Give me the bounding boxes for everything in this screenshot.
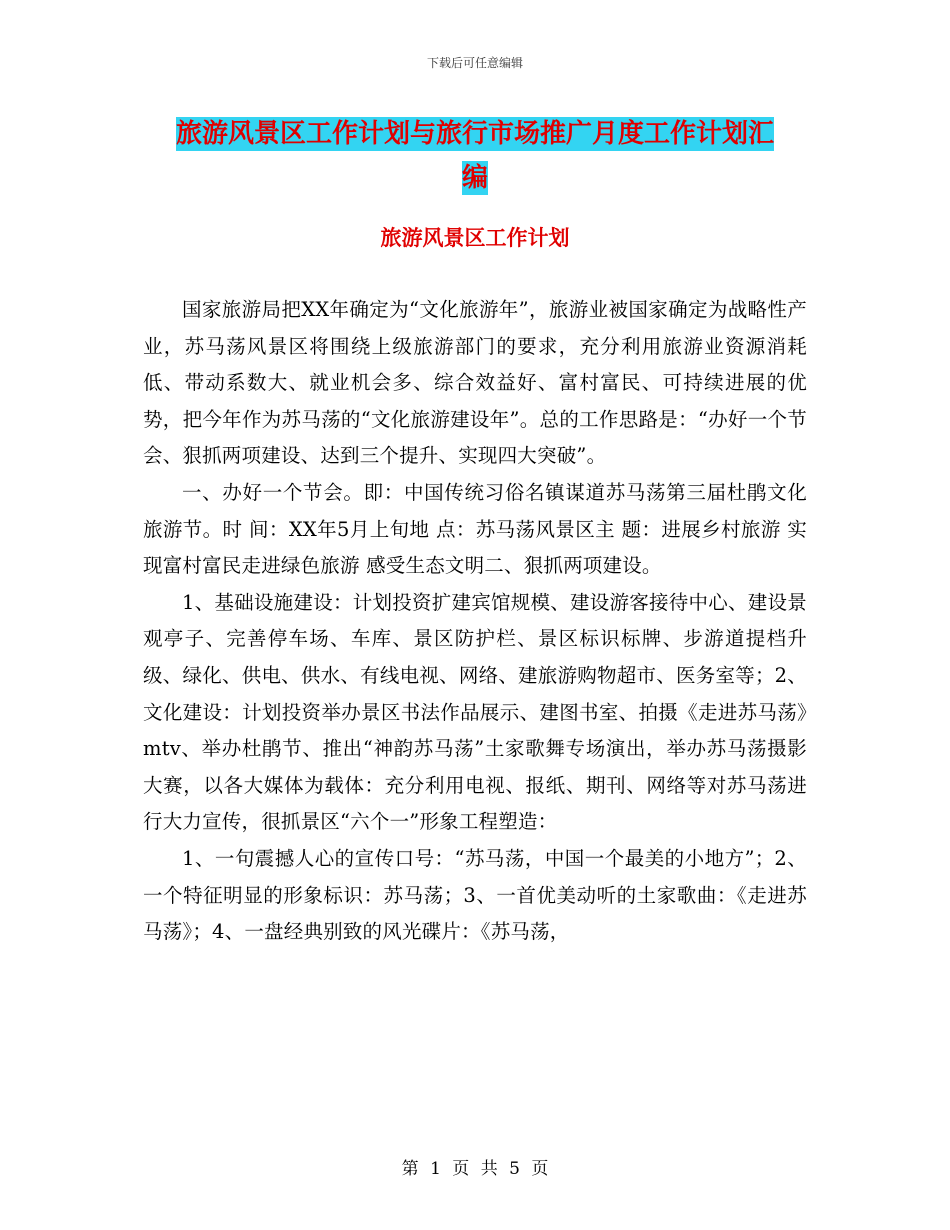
paragraph-1: 国家旅游局把XX年确定为“文化旅游年”，旅游业被国家确定为战略性产业，苏马荡风景区将围绕上级旅游部门的要求，充分利用旅游业资源消耗低、带动系数大、就业机会多、综合效益好、富村富民、可持续进展的优势，把今年作为苏马荡的“文化旅游建设年”。总的工作思路是：“办好一个节会、狠抓两项建设、达到三个提升、实现四大突破”。 [143, 298, 807, 468]
document-title [0, 112, 950, 200]
page-footer: 第 1 页 共 5 页 [401, 1159, 549, 1179]
body-text [143, 292, 807, 951]
paragraph-2: 一、办好一个节会。即：中国传统习俗名镇谋道苏马荡第三届杜鹃文化旅游节。时 间：XX年5月上旬地 点：苏马荡风景区主 题：进展乡村旅游 实现富村富民走进绿色旅游 感受生态文明二、狠抓两项建设。 [143, 480, 807, 578]
title-line-2: 编 [461, 163, 488, 193]
title-line-1: 旅游风景区工作计划与旅行市场推广月度工作计划汇 [175, 119, 774, 149]
section-title: 旅游风景区工作计划 [380, 226, 570, 250]
paragraph-4: 1、一句震撼人心的宣传口号：“苏马荡，中国一个最美的小地方”；2、一个特征明显的形象标识：苏马荡；3、一首优美动听的土家歌曲：《走进苏马荡》；4、一盘经典别致的风光碟片：《苏马荡， [143, 846, 807, 944]
paragraph-3: 1、基础设施建设：计划投资扩建宾馆规模、建设游客接待中心、建设景观亭子、完善停车场、车库、景区防护栏、景区标识标牌、步游道提档升级、绿化、供电、供水、有线电视、网络、建旅游购物超市、医务室等；2、文化建设：计划投资举办景区书法作品展示、建图书室、拍摄《走进苏马荡》mtv、举办杜鹃节、推出“神韵苏马荡”土家歌舞专场演出，举办苏马荡摄影大赛，以各大媒体为载体：充分利用电视、报纸、期刊、网络等对苏马荡进行大力宣传，很抓景区“六个一”形象工程塑造： [143, 590, 807, 834]
header-note: 下载后可任意编辑 [426, 56, 523, 70]
